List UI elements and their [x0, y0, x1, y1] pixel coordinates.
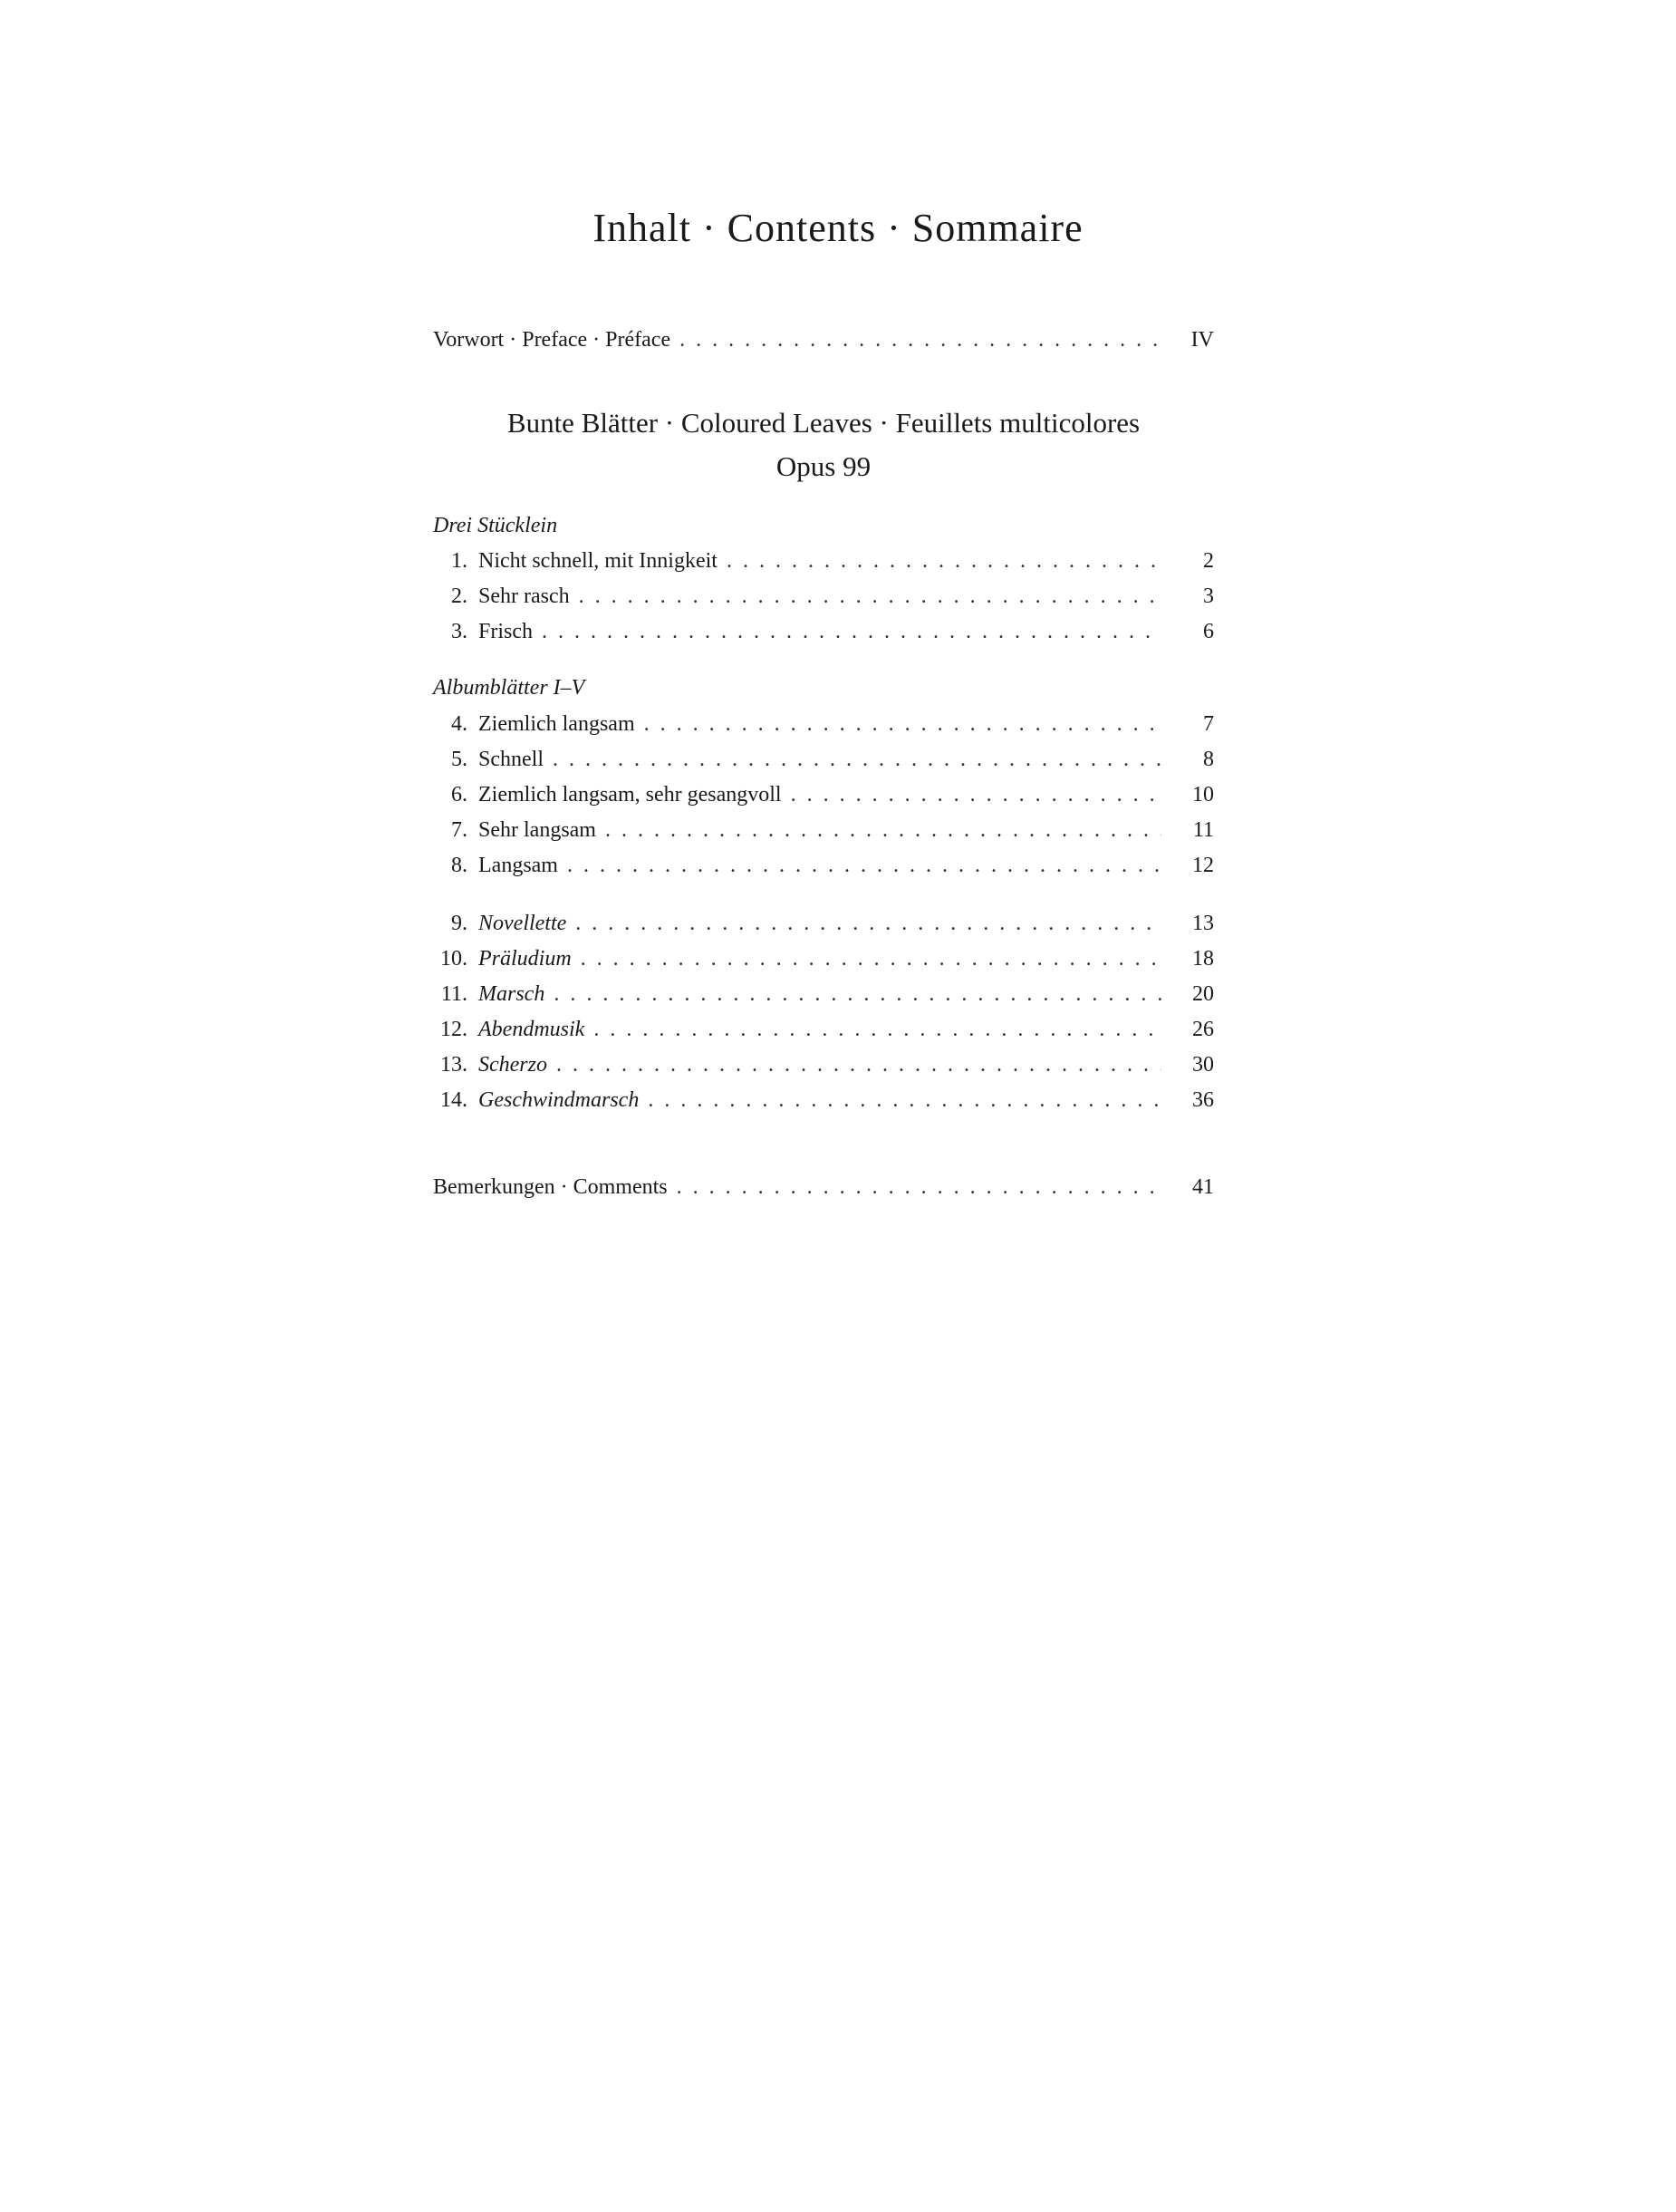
group-heading-drei-stuecklein: Drei Stücklein [433, 514, 558, 537]
toc-entry-title: Geschwindmarsch [478, 1088, 640, 1112]
section-opus: Opus 99 [775, 450, 872, 482]
toc-entry-number: 6. [451, 783, 467, 807]
toc-entry[interactable] [433, 544, 1214, 578]
toc-entry-title: Bemerkungen · Comments [433, 1175, 668, 1199]
dot-leader [593, 1012, 1161, 1047]
toc-entry[interactable] [433, 977, 1214, 1011]
dot-leader [648, 1083, 1161, 1117]
toc-entry-page: 7 [1203, 712, 1214, 736]
toc-entry[interactable] [433, 778, 1214, 812]
dot-leader [542, 614, 1161, 649]
toc-entry-comments[interactable] [433, 1170, 1214, 1204]
toc-entry-title: Abendmusik [478, 1018, 585, 1041]
toc-entry-page: 10 [1192, 783, 1214, 807]
toc-entry-title: Schnell [478, 748, 544, 771]
toc-entry-page: 18 [1192, 947, 1214, 971]
toc-entry[interactable] [433, 579, 1214, 613]
toc-entry[interactable] [433, 848, 1214, 883]
toc-entry-title: Sehr langsam [478, 818, 596, 842]
toc-entry-number: 1. [451, 549, 467, 573]
dot-leader [644, 707, 1161, 741]
toc-entry-title: Sehr rasch [478, 584, 570, 608]
toc-entry-number: 8. [451, 854, 467, 877]
toc-entry-number: 14. [440, 1088, 467, 1112]
group-heading-albumblaetter: Albumblätter I–V [433, 676, 585, 700]
toc-entry[interactable] [433, 1012, 1214, 1047]
toc-entry-page: 26 [1192, 1018, 1214, 1041]
toc-entry-page: IV [1190, 328, 1214, 352]
toc-entry-title: Novellette [478, 912, 567, 935]
toc-entry-title: Vorwort · Preface · Préface [433, 328, 671, 352]
toc-entry-number: 11. [440, 982, 467, 1006]
dot-leader [579, 579, 1161, 613]
toc-entry-page: 8 [1203, 748, 1214, 771]
toc-entry-title: Nicht schnell, mit Innigkeit [478, 549, 718, 573]
toc-entry-page: 13 [1192, 912, 1214, 935]
toc-entry-page: 6 [1203, 620, 1214, 643]
dot-leader [556, 1048, 1161, 1082]
toc-entry-page: 12 [1192, 854, 1214, 877]
toc-entry-page: 41 [1192, 1175, 1214, 1199]
toc-entry-preface[interactable] [433, 323, 1214, 357]
dot-leader [575, 906, 1161, 941]
toc-entry-number: 9. [451, 912, 467, 935]
toc-entry-number: 7. [451, 818, 467, 842]
toc-entry-number: 3. [451, 620, 467, 643]
toc-entry-page: 11 [1192, 818, 1214, 842]
toc-entry-title: Frisch [478, 620, 533, 643]
toc-entry-number: 2. [451, 584, 467, 608]
toc-entry-number: 10. [440, 947, 467, 971]
dot-leader [791, 778, 1161, 812]
toc-entry-number: 13. [440, 1053, 467, 1077]
toc-entry-page: 36 [1192, 1088, 1214, 1112]
dot-leader [553, 742, 1161, 777]
toc-entry[interactable] [433, 742, 1214, 777]
toc-entry-page: 3 [1203, 584, 1214, 608]
toc-entry-page: 30 [1192, 1053, 1214, 1077]
dot-leader [567, 848, 1161, 883]
toc-entry-title: Marsch [478, 982, 545, 1006]
toc-entry-title: Langsam [478, 854, 558, 877]
toc-entry-number: 4. [451, 712, 467, 736]
dot-leader [605, 813, 1161, 847]
toc-entry-page: 2 [1203, 549, 1214, 573]
toc-entry[interactable] [433, 707, 1214, 741]
toc-entry-title: Scherzo [478, 1053, 547, 1077]
toc-entry[interactable] [433, 906, 1214, 941]
dot-leader [727, 544, 1161, 578]
dot-leader [677, 1170, 1161, 1204]
toc-entry-title: Ziemlich langsam, sehr gesangvoll [478, 783, 782, 807]
toc-entry[interactable] [433, 942, 1214, 976]
toc-entry-title: Ziemlich langsam [478, 712, 635, 736]
toc-entry-number: 5. [451, 748, 467, 771]
dot-leader [554, 977, 1161, 1011]
dot-leader [679, 323, 1161, 357]
page-title: Inhalt · Contents · Sommaire [592, 206, 1084, 250]
toc-entry-page: 20 [1192, 982, 1214, 1006]
toc-entry-title: Präludium [478, 947, 572, 971]
toc-entry[interactable] [433, 1048, 1214, 1082]
toc-entry[interactable] [433, 813, 1214, 847]
toc-entry-number: 12. [440, 1018, 467, 1041]
dot-leader [581, 942, 1161, 976]
toc-entry[interactable] [433, 1083, 1214, 1117]
toc-entry[interactable] [433, 614, 1214, 649]
section-title: Bunte Blätter · Coloured Leaves · Feuillets multicolores [506, 407, 1141, 439]
